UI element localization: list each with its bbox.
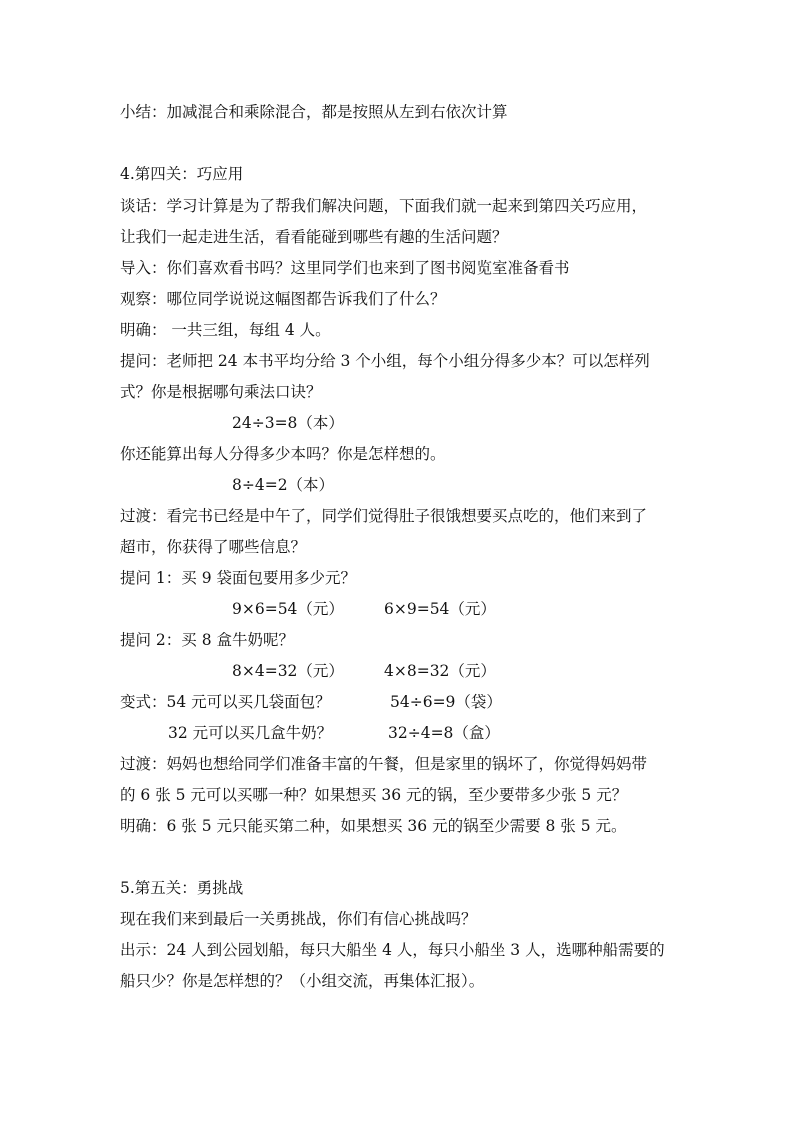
formula-line: 32÷4=8（盒） — [388, 724, 500, 742]
paragraph-line: 式？你是根据哪句乘法口诀？ — [120, 383, 322, 401]
paragraph-line: 32 元可以买几盒牛奶？ — [168, 724, 333, 742]
paragraph-line: 你还能算出每人分得多少本吗？你是怎样想的。 — [120, 445, 446, 463]
paragraph-line: 船只少？你是怎样想的？（小组交流，再集体汇报）。 — [120, 972, 485, 990]
paragraph-line: 提问 2：买 8 盒牛奶呢？ — [120, 631, 295, 649]
paragraph-line: 谈话：学习计算是为了帮我们解决问题，下面我们就一起来到第四关巧应用， — [120, 197, 648, 215]
summary-line: 小结：加减混合和乘除混合，都是按照从左到右依次计算 — [120, 103, 508, 121]
section-4-heading: 4.第四关：巧应用 — [120, 165, 244, 183]
paragraph-line: 明确： 一共三组，每组 4 人。 — [120, 321, 331, 339]
paragraph-line: 让我们一起走进生活，看看能碰到哪些有趣的生活问题？ — [120, 228, 508, 246]
paragraph-line: 超市，你获得了哪些信息？ — [120, 538, 307, 556]
paragraph-line: 观察：哪位同学说说这幅图都告诉我们了什么？ — [120, 290, 446, 308]
paragraph-line: 变式：54 元可以买几袋面包？ — [120, 693, 331, 711]
paragraph-line: 过渡：看完书已经是中午了，同学们觉得肚子很饿想要买点吃的，他们来到了 — [120, 507, 648, 525]
paragraph-line: 出示：24 人到公园划船，每只大船坐 4 人，每只小船坐 3 人，选哪种船需要的 — [120, 941, 665, 959]
paragraph-line: 过渡：妈妈也想给同学们准备丰富的午餐，但是家里的锅坏了，你觉得妈妈带 — [120, 755, 648, 773]
formula-line: 8×4=32（元） — [232, 662, 344, 680]
paragraph-line: 的 6 张 5 元可以买哪一种？如果想买 36 元的锅，至少要带多少张 5 元？ — [120, 786, 628, 804]
paragraph-line: 明确：6 张 5 元只能买第二种，如果想买 36 元的锅至少需要 8 张 5 元。 — [120, 817, 627, 835]
paragraph-line: 提问：老师把 24 本书平均分给 3 个小组，每个小组分得多少本？可以怎样列 — [120, 352, 650, 370]
formula-line: 4×8=32（元） — [384, 662, 496, 680]
paragraph-line: 导入：你们喜欢看书吗？这里同学们也来到了图书阅览室准备看书 — [120, 259, 570, 277]
paragraph-line: 现在我们来到最后一关勇挑战，你们有信心挑战吗？ — [120, 910, 477, 928]
formula-line: 54÷6=9（袋） — [390, 693, 502, 711]
formula-line: 9×6=54（元） — [232, 600, 344, 618]
paragraph-line: 提问 1：买 9 袋面包要用多少元？ — [120, 569, 357, 587]
formula-line: 24÷3=8（本） — [232, 414, 344, 432]
formula-line: 6×9=54（元） — [384, 600, 496, 618]
formula-line: 8÷4=2（本） — [232, 476, 335, 494]
section-5-heading: 5.第五关：勇挑战 — [120, 879, 244, 897]
